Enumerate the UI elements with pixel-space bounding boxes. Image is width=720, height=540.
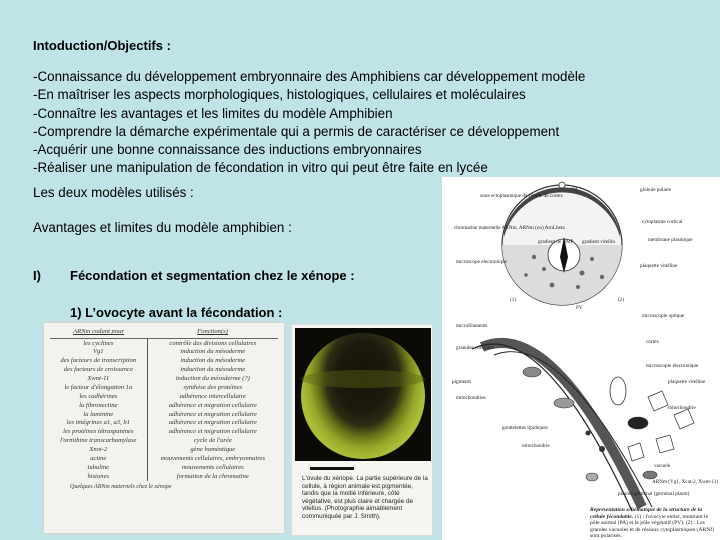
table-cell: induction du mésoderme (180, 348, 246, 356)
label-micro-optique: microscopie optique (642, 313, 685, 319)
table-row (50, 365, 278, 374)
diagram-caption (590, 507, 714, 540)
label-animal-zone: zone ectoplasmique de l'étude du cortex (480, 193, 563, 199)
table-cell: la laminine (50, 410, 147, 419)
table-row (50, 436, 278, 445)
label-plasma-membrane: membrane plasmique (648, 237, 693, 243)
table-cell: des facteurs de croissance (50, 365, 147, 374)
objective-item: -Réaliser une manipulation de fécondation in vitro qui peut être faite en lycée (33, 160, 488, 176)
objective-item: -Connaissance du développement embryonnaire des Amphibiens car développement modèle (33, 69, 586, 84)
objective-item: -En maîtriser les aspects morphologiques, histologiques, cellulaires et moléculaires (33, 87, 526, 103)
section-number: I) (33, 268, 41, 283)
label-mitochondrion: mitochondrie (668, 405, 696, 411)
diagram-caption-title: Représentation schématique de la structure de la cellule fécondable. (590, 507, 703, 520)
table-row (50, 392, 278, 401)
table-cell: adhérence et migration cellulaire (168, 410, 257, 418)
label-mark-2: (2) (618, 297, 625, 303)
table-row (50, 356, 278, 365)
table-row (50, 463, 278, 472)
subsection-title: 1) L’ovocyte avant la fécondation : (70, 305, 283, 320)
table-cell: induction du mésoderme (180, 366, 246, 374)
label-pv: PV (576, 305, 583, 311)
label-mitochondria: mitochondries (456, 395, 486, 401)
label-cortical-granules: granules corticaux (456, 345, 495, 351)
label-microfilaments: microfilaments (456, 323, 488, 329)
advantages-line: Avantages et limites du modèle amphibien : (33, 220, 292, 235)
mrna-table (50, 327, 278, 481)
table-cell: cycle de l'urée (193, 437, 232, 445)
table-row (50, 401, 278, 410)
table-cell: adhérence et migration cellulaire (168, 401, 257, 409)
table-cell: formation de la chromatine (176, 472, 249, 480)
table-row (50, 410, 278, 419)
table-cell: induction du mésoderme (?) (175, 375, 250, 382)
table-header-right: Fonction(s) (147, 327, 278, 339)
table-cell: Vg1 (50, 347, 147, 356)
table-row (50, 445, 278, 454)
objective-item: -Comprendre la démarche expérimentale qui a permis de caractériser ce développement (33, 123, 560, 139)
table-cell: Xnot-2 (50, 445, 147, 454)
table-cell: actine (50, 454, 147, 463)
table-cell: gène homéotique (190, 446, 236, 454)
table-cell: le facteur d'élongation 1a (50, 383, 147, 392)
table-row (50, 347, 278, 356)
table-cell: Xwnt-11 (50, 374, 147, 383)
table-cell: synthèse des protéines (183, 383, 243, 391)
table-cell: histones (50, 472, 147, 481)
table-cell: tubuline (50, 463, 147, 472)
label-germ-plasm: plasme germinal (germinal plasm) (618, 491, 690, 497)
table-cell: les protéines tétraspanines (50, 427, 147, 436)
label-polar-body: globule polaire (640, 187, 672, 193)
label-vitelline-platelet: plaquette vitelline (668, 379, 706, 385)
label-vacuole: vacuole (654, 463, 671, 469)
table-cell: contrôle des divisions cellulaires (169, 339, 257, 347)
table-cell: des facteurs de transcription (50, 356, 147, 365)
table-cell: mouvements cellulaires (181, 463, 244, 471)
oocyte-diagram-figure (442, 177, 720, 540)
label-cortex-rna: ARNm (Vg1, Xcat-2, Xwnt-11) (652, 479, 719, 485)
table-row (50, 454, 278, 463)
label-mitochondrie-b: mitochondrie (522, 443, 550, 449)
label-yolk-platelet: plaquette vitelline (640, 263, 678, 269)
table-cell: mouvements cellulaires, embryonnaires (160, 455, 266, 463)
photo-caption: L'ovule du xénope. La partie supérieure de la cellule, à région animale est pigmentée, tandis que la moitié inférieure, côté végétative, est plus claire et chargée de vitellus. (Photographie aimablement communiquée par J. Smith). (302, 475, 428, 520)
polar-body (559, 182, 565, 188)
table-cell: adhérence et migration cellulaire (168, 428, 257, 436)
table-caption: Quelques ARNm maternels chez le xénope (70, 483, 172, 490)
table-cell: les cadhérines (50, 392, 147, 401)
label-vital-gradient: gradient vitellin (582, 239, 615, 245)
table-row (50, 427, 278, 436)
models-line: Les deux modèles utilisés : (33, 185, 194, 200)
page-heading: Intoduction/Objectifs : (33, 38, 171, 53)
table-cell: adhérence intercellulaire (179, 392, 246, 400)
label-pigment: pigments (452, 379, 472, 385)
table-row (50, 374, 278, 383)
table-cell: les intégrines a1, a3, b1 (50, 419, 147, 428)
table-row (50, 472, 278, 481)
objective-item: -Acquérir une bonne connaissance des inductions embryonnaires (33, 142, 422, 158)
objective-item: -Connaître les avantages et les limites du modèle Amphibien (33, 105, 393, 121)
label-bmp-gradient: gradient de BMP (538, 239, 574, 245)
section-title: Fécondation et segmentation chez le xénope : (70, 268, 355, 283)
objectives-list (33, 68, 585, 178)
label-cortical-cytoplasm: cytoplasme cortical (642, 219, 683, 225)
table-cell: les cyclines (50, 339, 147, 348)
diagram-caption-text: (1) : l'ovocyte entier, montrant le pôle animal (PA) et le pôle végétatif (PV). (2) : Les grandes vacuoles et de réseaux cytoplasmiques (ARNf) sont polarisés. (590, 513, 714, 540)
table-cell: l'ornithine transcarbamylase (50, 436, 147, 445)
oocyte-equator (301, 370, 425, 388)
table-cell: la fibronectine (50, 401, 147, 410)
label-mark-1: (1) (510, 297, 517, 303)
table-row (50, 383, 278, 392)
label-cortex: cortex (646, 339, 659, 345)
table-header-left: ARNm codant pour (50, 327, 147, 339)
label-maternal-rna: chromatine maternelle ARNm, ARNm (ou) ArnLbeta (454, 225, 565, 231)
label-microscope-elec: microscope électronique (456, 259, 507, 265)
oocyte-egg (301, 333, 425, 459)
oocyte-photo (295, 328, 431, 461)
table-cell: induction du mésoderme (180, 357, 246, 365)
mrna-table-figure (43, 322, 285, 534)
label-lipid-droplets: gouttelettes lipidiques (502, 425, 548, 431)
label-micro-electronique: microscopie électronique (646, 363, 699, 369)
table-row (50, 419, 278, 428)
table-cell: adhérence et migration cellulaire (168, 419, 257, 427)
scale-bar (310, 467, 354, 470)
table-row (50, 339, 278, 348)
label-pa: PA (572, 187, 579, 193)
oocyte-diagram (442, 177, 720, 540)
oocyte-photo-figure (291, 324, 433, 536)
